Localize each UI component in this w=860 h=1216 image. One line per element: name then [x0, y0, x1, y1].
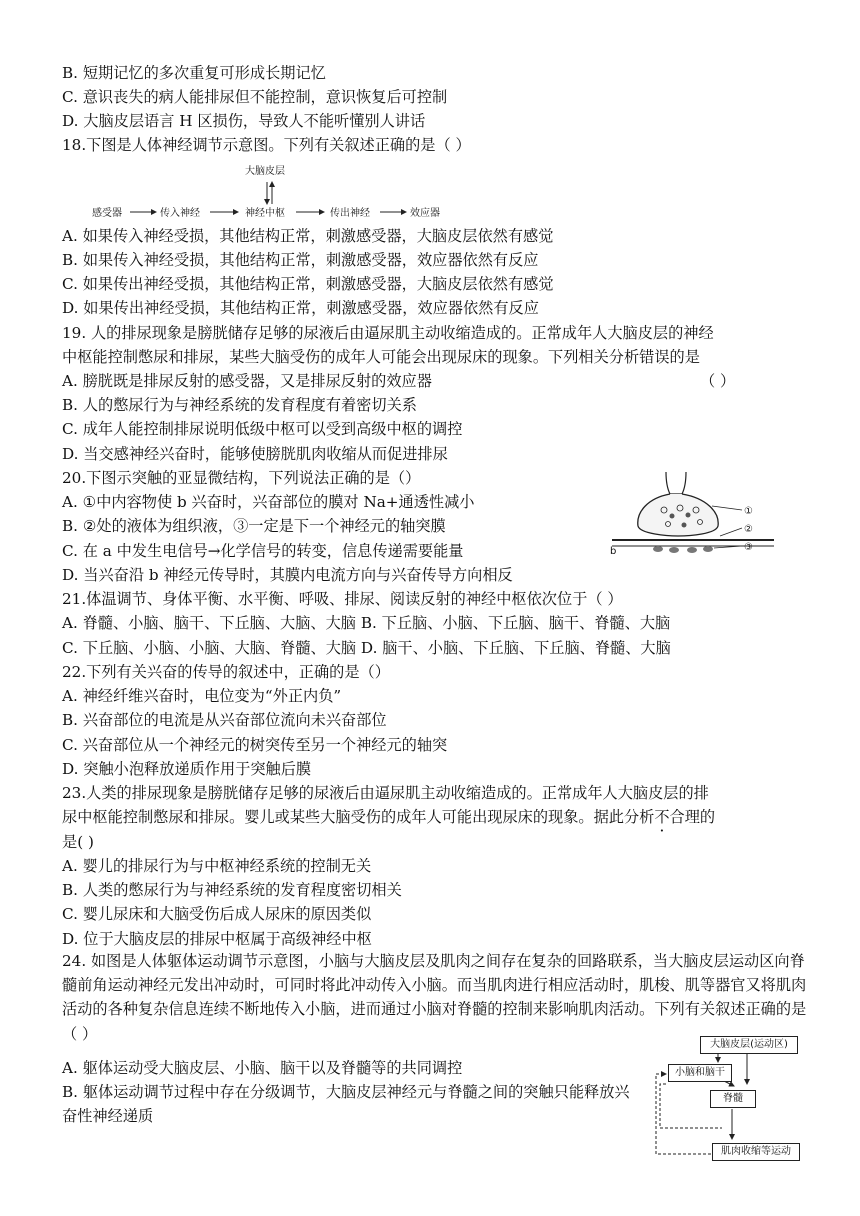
q20-label-3: ③: [744, 542, 753, 553]
q19-stem-line2: 中枢能控制憋尿和排尿，某些大脑受伤的成年人可能会出现尿床的现象。下列相关分析错误的是: [62, 348, 700, 366]
q18-option-a: A. 如果传入神经受损，其他结构正常，刺激感受器，大脑皮层依然有感觉: [62, 227, 554, 245]
q19-option-a: A. 膀胱既是排尿反射的感受器，又是排尿反射的效应器: [62, 372, 432, 390]
q18-label-receptor: 感受器: [92, 208, 122, 219]
q17-option-d: D. 大脑皮层语言 H 区损伤，导致人不能听懂别人讲话: [62, 112, 426, 130]
q23-option-d: D. 位于大脑皮层的排尿中枢属于高级神经中枢: [62, 930, 372, 948]
q24-stem: 24. 如图是人体躯体运动调节示意图，小脑与大脑皮层及肌肉之间存在复杂的回路联系，当大脑皮层运动区向脊髓前角运动神经元发出冲动时，可同时将此冲动传入小脑。而当肌肉进行相应活动时，肌梭、肌等器官又将肌肉活动的各种复杂信息连续不断地传入小脑，进而通过小脑对脊髓的控制来影响肌肉活动。下列有关叙述正确的是（ ）: [62, 952, 807, 1043]
q20-label-b: b: [610, 546, 617, 557]
q24-box-spinal: 脊髓: [710, 1090, 756, 1108]
q19-answer-paren: （ ）: [700, 372, 736, 390]
q18-label-cortex: 大脑皮层: [245, 166, 285, 177]
q21-options-ab: A. 脊髓、小脑、脑干、下丘脑、大脑、大脑 B. 下丘脑、小脑、下丘脑、脑干、脊髓、大脑: [62, 614, 671, 632]
q22-option-d: D. 突触小泡释放递质作用于突触后膜: [62, 760, 312, 778]
q20-synapse-diagram: [608, 470, 780, 558]
q23-stem-line3: 是( ): [62, 833, 94, 851]
q24-option-a: A. 躯体运动受大脑皮层、小脑、脑干以及脊髓等的共同调控: [62, 1059, 463, 1077]
q20-label-1: ①: [744, 506, 753, 517]
q20-option-d: D. 当兴奋沿 b 神经元传导时，其膜内电流方向与兴奋传导方向相反: [62, 566, 513, 584]
q23-option-a: A. 婴儿的排尿行为与中枢神经系统的控制无关: [62, 857, 372, 875]
q23-emphasis-char: 不: [654, 808, 670, 826]
q20-stem: 20.下图示突触的亚显微结构，下列说法正确的是（）: [62, 469, 421, 487]
q18-label-effector: 效应器: [410, 208, 440, 219]
q19-option-b: B. 人的憋尿行为与神经系统的发育程度有着密切关系: [62, 396, 417, 414]
q23-option-c: C. 婴儿尿床和大脑受伤后成人尿床的原因类似: [62, 905, 372, 923]
q18-option-b: B. 如果传入神经受损，其他结构正常，刺激感受器，效应器依然有反应: [62, 251, 539, 269]
q17-option-c: C. 意识丧失的病人能排尿但不能控制，意识恢复后可控制: [62, 88, 448, 106]
q19-option-c: C. 成年人能控制排尿说明低级中枢可以受到高级中枢的调控: [62, 420, 463, 438]
q22-option-c: C. 兴奋部位从一个神经元的树突传至另一个神经元的轴突: [62, 736, 448, 754]
q24-box-muscle: 肌肉收缩等运动: [712, 1143, 800, 1161]
q24-flow-diagram: [652, 1032, 802, 1164]
q24-box-cerebellum: 小脑和脑干: [668, 1064, 732, 1082]
q18-option-c: C. 如果传出神经受损，其他结构正常，刺激感受器，大脑皮层依然有感觉: [62, 275, 554, 293]
q22-stem: 22.下列有关兴奋的传导的叙述中，正确的是（）: [62, 663, 390, 681]
q20-label-2: ②: [744, 524, 753, 535]
q19-stem-line1: 19. 人的排尿现象是膀胱储存足够的尿液后由逼尿肌主动收缩造成的。正常成年人大脑皮层的神经: [62, 324, 714, 342]
q20-option-a: A. ①中内容物使 b 兴奋时，兴奋部位的膜对 Na+通透性减小: [62, 493, 475, 511]
q21-stem: 21.体温调节、身体平衡、水平衡、呼吸、排尿、阅读反射的神经中枢依次位于（ ）: [62, 590, 623, 608]
q24-option-b: B. 躯体运动调节过程中存在分级调节，大脑皮层神经元与脊髓之间的突触只能释放兴奋性神经递质: [62, 1083, 630, 1126]
q23-option-b: B. 人类的憋尿行为与神经系统的发育程度密切相关: [62, 881, 402, 899]
q23-stem-line1: 23.人类的排尿现象是膀胱储存足够的尿液后由逼尿肌主动收缩造成的。正常成年人大脑皮层的排: [62, 784, 709, 802]
q20-option-b: B. ②处的液体为组织液，③一定是下一个神经元的轴突膜: [62, 517, 446, 535]
q22-option-a: A. 神经纤维兴奋时，电位变为“外正内负”: [62, 687, 342, 705]
q20-option-c: C. 在 a 中发生电信号→化学信号的转变，信息传递需要能量: [62, 542, 464, 560]
q24-box-cortex: 大脑皮层(运动区): [700, 1036, 798, 1054]
q23-stem-line2: [62, 806, 715, 828]
q21-options-cd: C. 下丘脑、小脑、小脑、大脑、脊髓、大脑 D. 脑干、小脑、下丘脑、下丘脑、脊髓、大脑: [62, 639, 671, 657]
q23-stem-line2-post: 合理的: [669, 808, 716, 826]
q18-reflex-arc-diagram: [90, 160, 460, 222]
q18-label-efferent: 传出神经: [330, 208, 370, 219]
q18-option-d: D. 如果传出神经受损，其他结构正常，刺激感受器，效应器依然有反应: [62, 299, 539, 317]
q18-label-center: 神经中枢: [245, 208, 285, 219]
q17-option-b: B. 短期记忆的多次重复可形成长期记忆: [62, 64, 326, 82]
q22-option-b: B. 兴奋部位的电流是从兴奋部位流向未兴奋部位: [62, 711, 387, 729]
q18-label-afferent: 传入神经: [160, 208, 200, 219]
q18-stem: 18.下图是人体神经调节示意图。下列有关叙述正确的是（ ）: [62, 136, 471, 154]
q23-stem-line2-pre: 尿中枢能控制憋尿和排尿。婴儿或某些大脑受伤的成年人可能出现尿床的现象。据此分析: [62, 808, 655, 826]
q19-option-d: D. 当交感神经兴奋时，能够使膀胱肌肉收缩从而促进排尿: [62, 445, 448, 463]
